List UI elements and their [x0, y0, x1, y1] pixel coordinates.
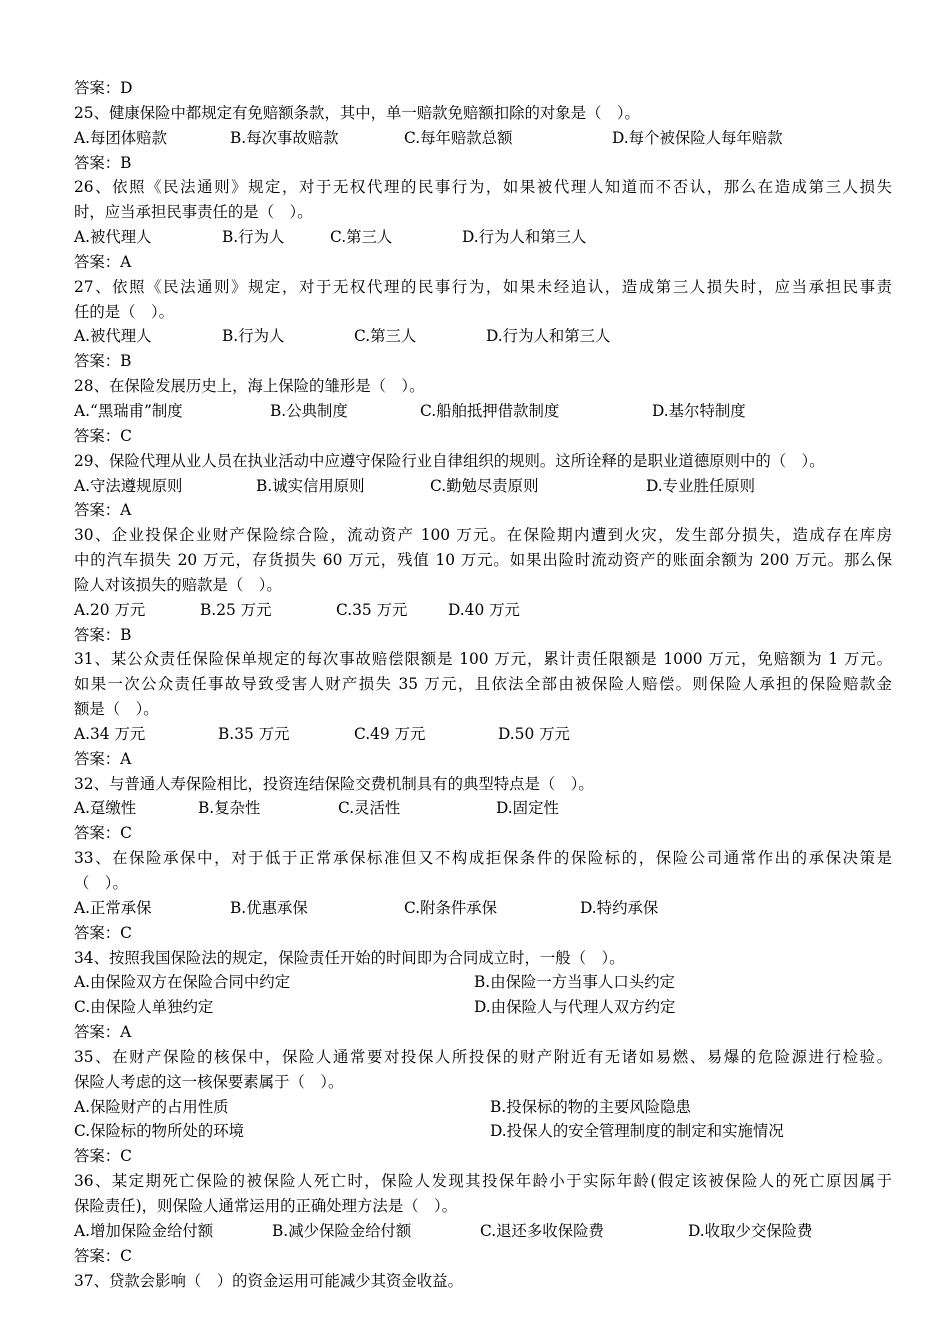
- question-32-options: [74, 796, 892, 821]
- option-d: D.行为人和第三人: [462, 228, 587, 247]
- question-36-text: 36、某定期死亡保险的被保险人死亡时，保险人发现其投保年龄小于实际年龄(假定该被保险人的死亡原因属于: [74, 1172, 892, 1191]
- answer-line: 答案：B: [74, 352, 132, 371]
- question-33-text: 33、在保险承保中，对于低于正常承保标准但又不构成拒保条件的保险标的，保险公司通常作出的承保决策是: [74, 849, 892, 868]
- answer-line: 答案：A: [74, 501, 132, 520]
- option-c: C.船舶抵押借款制度: [420, 401, 560, 420]
- question-34-options: [74, 970, 892, 995]
- question-30-text: 中的汽车损失 20 万元，存货损失 60 万元，残值 10 万元。如果出险时流动资产的账面余额为 200 万元。那么保: [74, 551, 892, 570]
- question-27-text: 27、依照《民法通则》规定，对于无权代理的民事行为，如果未经追认，造成第三人损失时，应当承担民事责: [74, 277, 892, 296]
- question-26-text: 26、依照《民法通则》规定，对于无权代理的民事行为，如果被代理人知道而不否认，那么在造成第三人损失: [74, 178, 892, 197]
- option-d: D.基尔特制度: [652, 401, 746, 420]
- option-b: B.35 万元: [218, 724, 290, 743]
- option-c: C.退还多收保险费: [480, 1221, 604, 1240]
- option-b: B.优惠承保: [230, 898, 308, 917]
- option-b: B.投保标的物的主要风险隐患: [490, 1097, 691, 1116]
- question-33-options: [74, 896, 892, 921]
- option-c: C.保险标的物所处的环境: [74, 1122, 245, 1141]
- answer-line: 答案：C: [74, 1147, 132, 1166]
- question-27-options: [74, 324, 892, 349]
- option-a: A.被代理人: [74, 228, 152, 247]
- question-28-options: [74, 399, 892, 424]
- question-25-text: 25、健康保险中都规定有免赔额条款，其中，单一赔款免赔额扣除的对象是（ ）。: [74, 103, 640, 122]
- option-a: A.趸缴性: [74, 799, 137, 818]
- option-c: C.由保险人单独约定: [74, 998, 214, 1017]
- question-31-text: 31、某公众责任保险保单规定的每次事故赔偿限额是 100 万元，累计责任限额是 1000 万元，免赔额为 1 万元。: [74, 650, 892, 669]
- option-a: A.20 万元: [74, 600, 146, 619]
- option-c: C.附条件承保: [404, 898, 498, 917]
- answer-line: 答案：C: [74, 824, 132, 843]
- answer-line: 答案：C: [74, 923, 132, 942]
- question-34-text: 34、按照我国保险法的规定，保险责任开始的时间即为合同成立时，一般（ ）。: [74, 948, 625, 967]
- question-26-text: 时，应当承担民事责任的是（ ）。: [74, 203, 313, 222]
- option-b: B.减少保险金给付额: [272, 1221, 412, 1240]
- option-d: D.特约承保: [580, 898, 659, 917]
- option-c: C.第三人: [354, 327, 417, 346]
- option-a: A.“黑瑞甫”制度: [74, 401, 183, 420]
- option-b: B.行为人: [222, 228, 285, 247]
- option-b: B.每次事故赔款: [230, 128, 339, 147]
- question-31-text: 额是（ ）。: [74, 700, 159, 719]
- answer-line: 答案：B: [74, 625, 132, 644]
- question-36-options: [74, 1219, 892, 1244]
- question-30-text: 险人对该损失的赔款是（ ）。: [74, 575, 282, 594]
- answer-line: 答案：A: [74, 252, 132, 271]
- option-b: B.公典制度: [270, 401, 348, 420]
- option-b: B.复杂性: [198, 799, 261, 818]
- question-35-text: 35、在财产保险的核保中，保险人通常要对投保人所投保的财产附近有无诸如易燃、易爆的危险源进行检验。: [74, 1047, 892, 1066]
- option-a: A.守法遵规原则: [74, 476, 183, 495]
- option-b: B.行为人: [222, 327, 285, 346]
- option-c: C.49 万元: [354, 724, 426, 743]
- option-a: A.被代理人: [74, 327, 152, 346]
- question-26-options: [74, 225, 892, 250]
- question-29-options: [74, 474, 892, 499]
- option-c: C.勤勉尽责原则: [430, 476, 539, 495]
- answer-line: 答案：A: [74, 1023, 132, 1042]
- option-a: A.34 万元: [74, 724, 146, 743]
- question-35-options: [74, 1119, 892, 1144]
- option-b: B.由保险一方当事人口头约定: [474, 973, 675, 992]
- question-30-options: [74, 598, 892, 623]
- option-d: D.固定性: [496, 799, 559, 818]
- exam-document: [74, 76, 892, 1293]
- option-d: D.每个被保险人每年赔款: [612, 128, 783, 147]
- option-d: D.专业胜任原则: [646, 476, 756, 495]
- answer-line: 答案：C: [74, 426, 132, 445]
- question-28-text: 28、在保险发展历史上，海上保险的雏形是（ ）。: [74, 377, 425, 396]
- option-a: A.每团体赔款: [74, 128, 167, 147]
- option-a: A.正常承保: [74, 898, 152, 917]
- question-37-text: 37、贷款会影响（ ）的资金运用可能减少其资金收益。: [74, 1271, 463, 1290]
- question-32-text: 32、与普通人寿保险相比，投资连结保险交费机制具有的典型特点是（ ）。: [74, 774, 594, 793]
- option-c: C.每年赔款总额: [404, 128, 513, 147]
- answer-line: 答案：C: [74, 1246, 132, 1265]
- question-29-text: 29、保险代理从业人员在执业活动中应遵守保险行业自律组织的规则。这所诠释的是职业道德原则中的（ ）。: [74, 451, 825, 470]
- option-d: D.收取少交保险费: [688, 1221, 813, 1240]
- option-c: C.第三人: [330, 228, 393, 247]
- question-34-options: [74, 995, 892, 1020]
- option-a: A.保险财产的占用性质: [74, 1097, 229, 1116]
- option-d: D.行为人和第三人: [486, 327, 611, 346]
- answer-line: 答案：A: [74, 749, 132, 768]
- question-30-text: 30、企业投保企业财产保险综合险，流动资产 100 万元。在保险期内遭到火灾，发生部分损失，造成存在库房: [74, 526, 892, 545]
- option-b: B.诚实信用原则: [256, 476, 365, 495]
- question-35-text: 保险人考虑的这一核保要素属于（ ）。: [74, 1072, 344, 1091]
- question-33-text: （ ）。: [74, 874, 128, 892]
- option-a: A.由保险双方在保险合同中约定: [74, 973, 291, 992]
- answer-line: 答案：D: [74, 79, 133, 97]
- option-d: D.40 万元: [448, 600, 520, 619]
- option-c: C.灵活性: [338, 799, 401, 818]
- question-35-options: [74, 1095, 892, 1120]
- option-a: A.增加保险金给付额: [74, 1221, 214, 1240]
- answer-line: 答案：B: [74, 153, 132, 172]
- option-d: D.由保险人与代理人双方约定: [474, 998, 676, 1017]
- option-b: B.25 万元: [200, 600, 272, 619]
- question-36-text: 保险责任)，则保险人通常运用的正确处理方法是（ ）。: [74, 1196, 458, 1215]
- question-31-text: 如果一次公众责任事故导致受害人财产损失 35 万元，且依法全部由被保险人赔偿。则保险人承担的保险赔款金: [74, 675, 892, 694]
- question-27-text: 任的是（ ）。: [74, 302, 175, 321]
- question-25-options: [74, 126, 892, 151]
- question-31-options: [74, 722, 892, 747]
- option-d: D.投保人的安全管理制度的制定和实施情况: [490, 1122, 784, 1141]
- option-c: C.35 万元: [336, 600, 408, 619]
- option-d: D.50 万元: [498, 724, 570, 743]
